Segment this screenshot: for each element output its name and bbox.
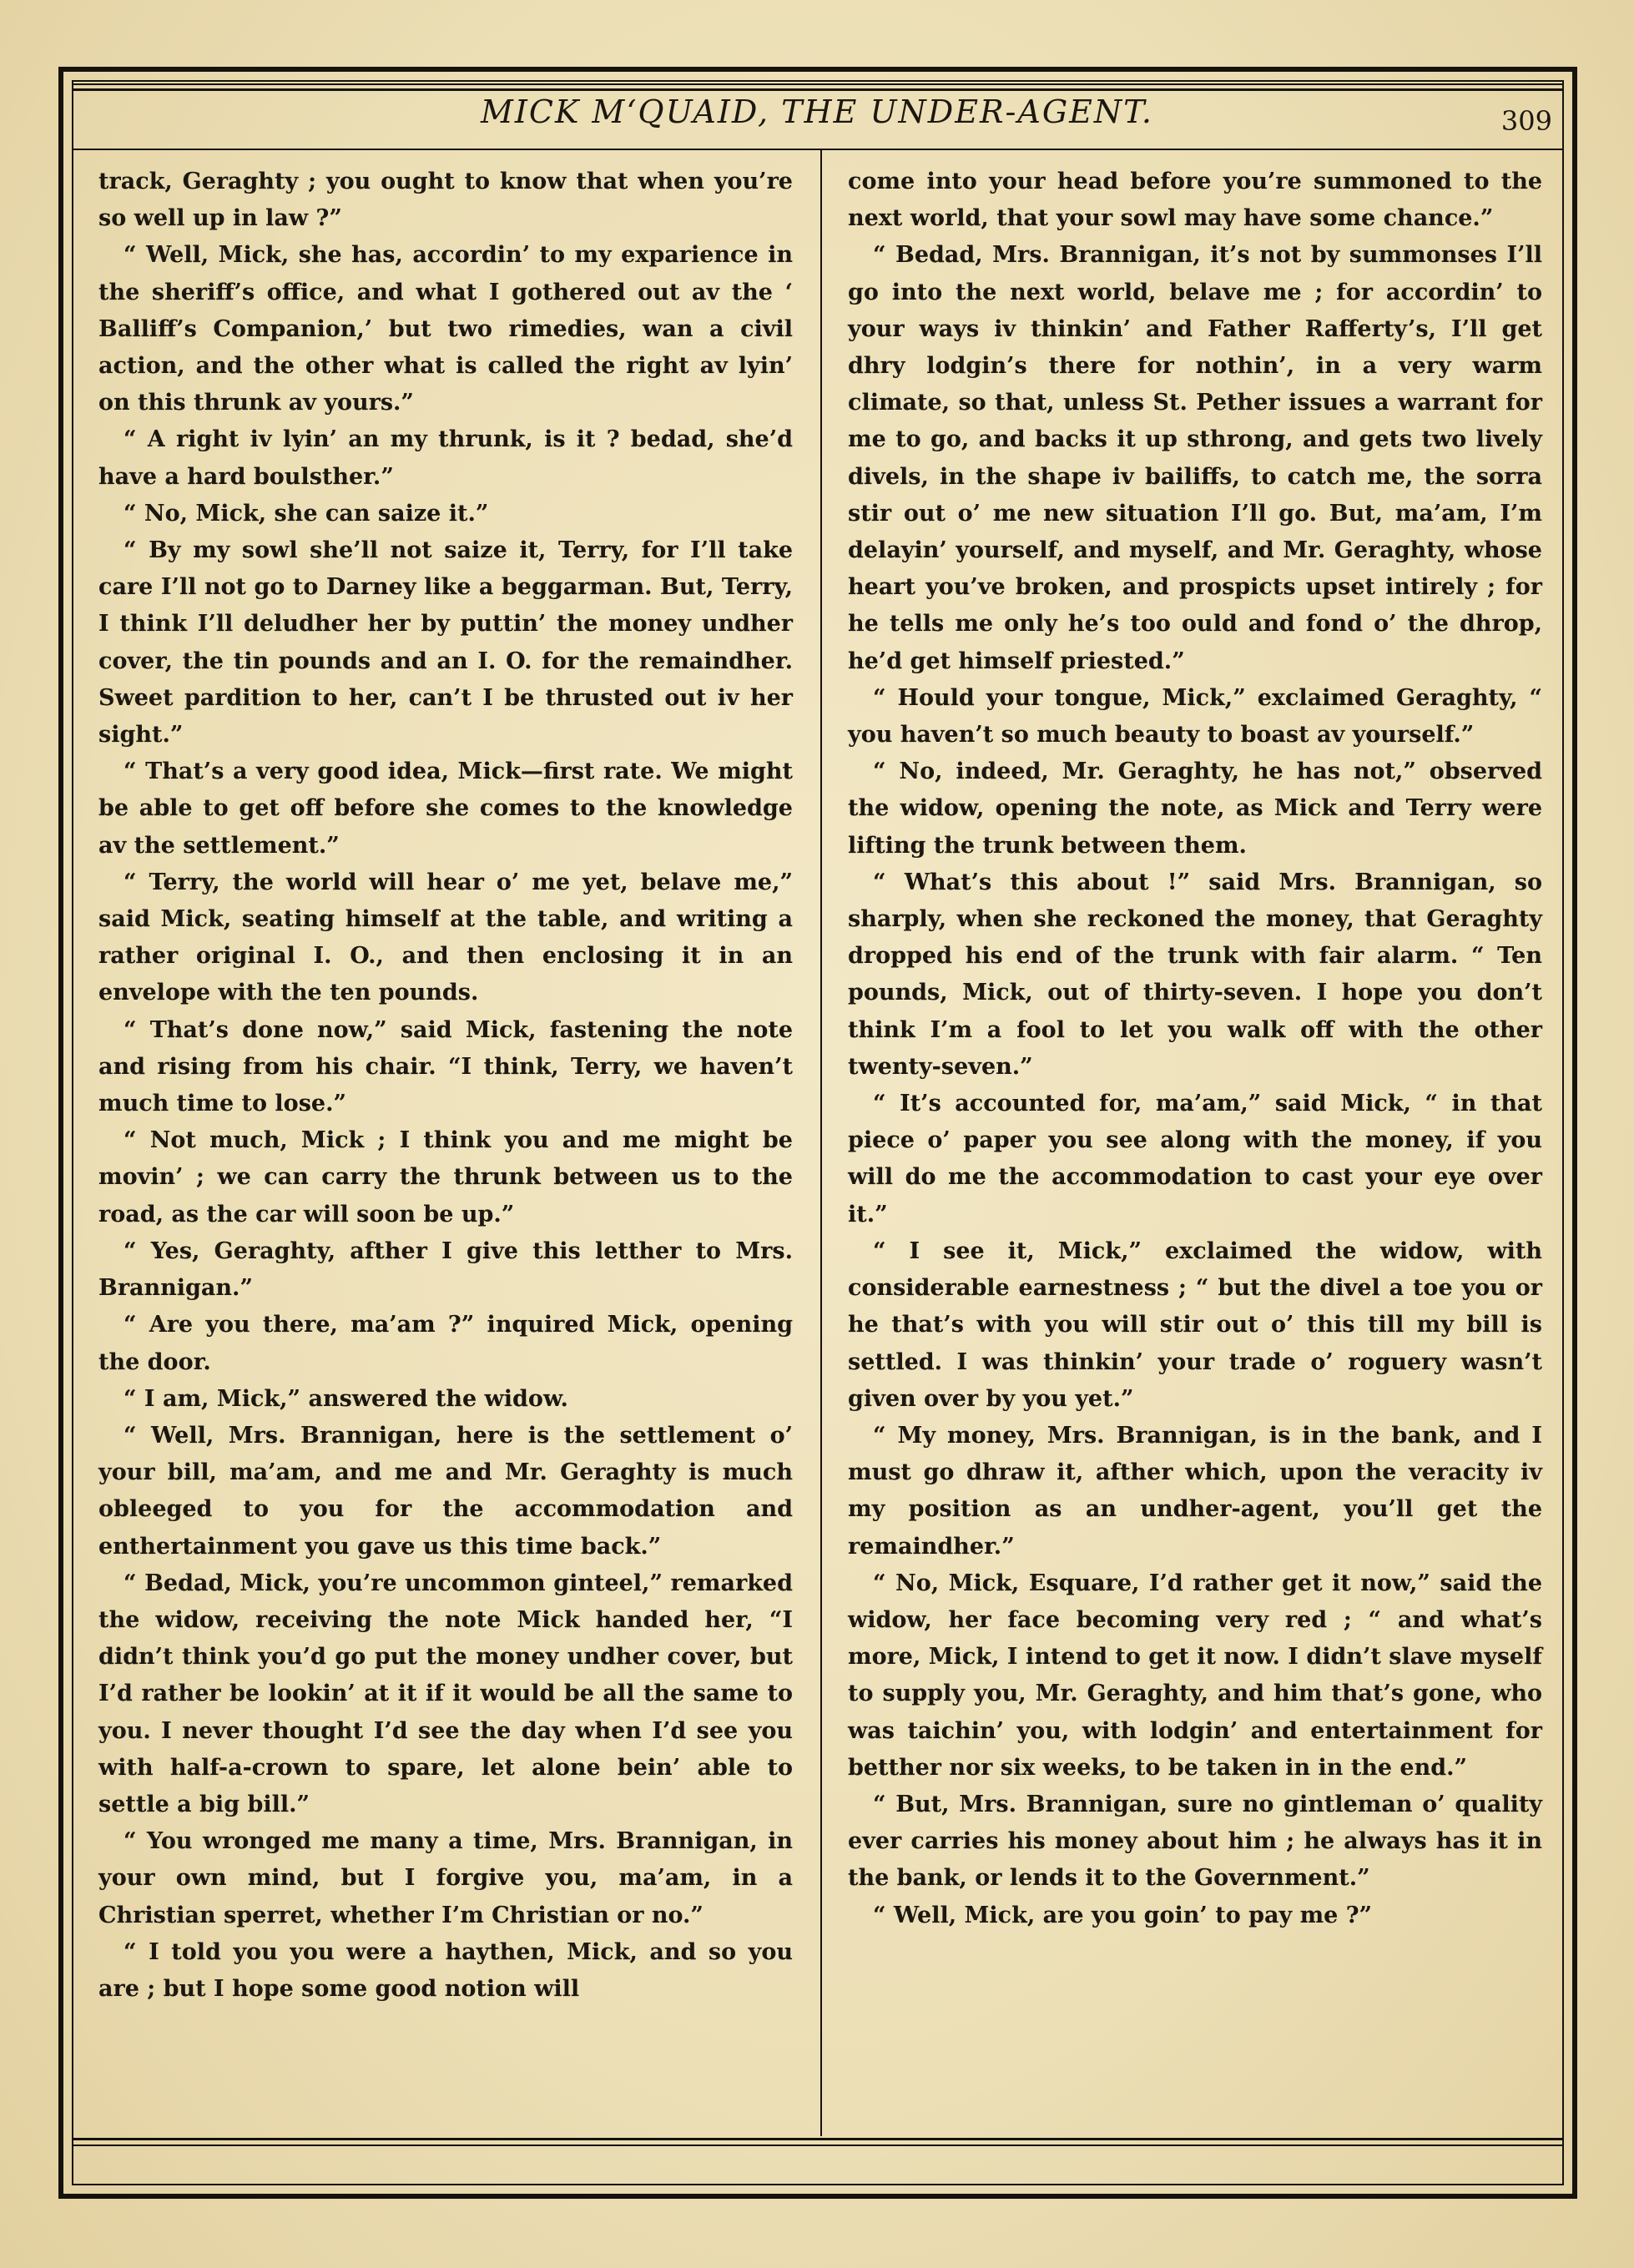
header-rule bbox=[72, 149, 1564, 150]
paragraph: “ Are you there, ma’am ?” inquired Mick, opening the door. bbox=[98, 1312, 793, 1375]
paragraph: “ Well, Mrs. Brannigan, here is the settlement o’ your bill, ma’am, and me and Mr. Geraghty is much obleeged to you for the accommodation and enthertainment you gave us this time back.” bbox=[98, 1422, 793, 1560]
paragraph: “ My money, Mrs. Brannigan, is in the bank, and I must go dhraw it, afther which, upon the veracity iv my position as an undher-agent, you’ll get the remaindher.” bbox=[848, 1422, 1542, 1560]
paragraph: “ It’s accounted for, ma’am,” said Mick, “ in that piece o’ paper you see along with the money, if you will do me the accommodation to cast your eye over it.” bbox=[848, 1091, 1542, 1227]
paragraph: “ You wronged me many a time, Mrs. Brannigan, in your own mind, but I forgive you, ma’am, in a Christian sperret, whether I’m Christian or no.” bbox=[98, 1828, 793, 1928]
column-divider bbox=[820, 150, 822, 2136]
paragraph: “ Bedad, Mrs. Brannigan, it’s not by summonses I’ll go into the next world, belave me ; for accordin’ to your ways iv thinkin’ and Father Rafferty’s, I’ll get dhry lodgin’s there for nothin’, in a very warm climate, so that, unless St. Pether issues a warrant for me to go, and backs it up sthrong, and gets two lively divels, in the shape iv bailiffs, to catch me, the sorra stir out o’ me new situation I’ll go. But, ma’am, I’m delayin’ yourself, and myself, and Mr. Geraghty, whose heart you’ve broken, and prospicts upset intirely ; for he tells me only he’s too ould and fond o’ the dhrop, he’d get himself priested.” bbox=[848, 242, 1542, 674]
paragraph: “ Hould your tongue, Mick,” exclaimed Geraghty, “ you haven’t so much beauty to boast av yourself.” bbox=[848, 684, 1542, 748]
paragraph: “ That’s done now,” said Mick, fastening the note and rising from his chair. “I think, Terry, we haven’t much time to lose.” bbox=[98, 1016, 793, 1117]
paragraph: “ That’s a very good idea, Mick—first rate. We might be able to get off before she comes to the knowledge av the settlement.” bbox=[98, 759, 793, 859]
paragraph: “ By my sowl she’ll not saize it, Terry, for I’ll take care I’ll not go to Darney like a beggarman. But, Terry, I think I’ll deludher her by puttin’ the money undher cover, the tin pounds and an I. O. for the remaindher. Sweet pardition to her, can’t I be thrusted out iv her sight.” bbox=[98, 537, 793, 748]
top-rule-thick bbox=[72, 88, 1564, 91]
paragraph: “ I am, Mick,” answered the widow. bbox=[124, 1385, 568, 1412]
bottom-rule bbox=[72, 2145, 1564, 2146]
page-number: 309 bbox=[1500, 105, 1552, 137]
paragraph: “ Well, Mick, are you goin’ to pay me ?” bbox=[873, 1902, 1373, 1928]
paragraph: “ What’s this about !” said Mrs. Brannigan, so sharply, when she reckoned the money, that Geraghty dropped his end of the trunk with fair alarm. “ Ten pounds, Mick, out of thirty-seven. I hope you don’t think I’m a fool to let you walk off with the other twenty-seven.” bbox=[848, 869, 1542, 1080]
paragraph: “ I see it, Mick,” exclaimed the widow, with considerable earnestness ; “ but the divel a toe you or he that’s with you will stir out o’ this till my bill is settled. I was thinkin’ your trade o’ roguery wasn’t given over by you yet.” bbox=[848, 1237, 1542, 1412]
paragraph: come into your head before you’re summoned to the next world, that your sowl may have some chance.” bbox=[848, 169, 1542, 232]
left-column bbox=[98, 164, 793, 2008]
bottom-rule-thick bbox=[72, 2138, 1564, 2140]
paragraph: “ But, Mrs. Brannigan, sure no gintleman o’ quality ever carries his money about him ; he always has it in the bank, or lends it to the Government.” bbox=[848, 1791, 1542, 1892]
top-rule bbox=[72, 83, 1564, 85]
paragraph: “ No, Mick, she can saize it.” bbox=[124, 500, 489, 527]
paragraph: “ Bedad, Mick, you’re uncommon ginteel,” remarked the widow, receiving the note Mick handed her, “I didn’t think you’d go put the money undher cover, but I’d rather be lookin’ at it if it would be all the same to you. I never thought I’d see the day when I’d see you with half-a-crown to spare, let alone bein’ able to settle a big bill.” bbox=[98, 1570, 793, 1817]
right-column bbox=[848, 164, 1542, 1934]
paragraph: “ A right iv lyin’ an my thrunk, is it ? bedad, she’d have a hard boulsther.” bbox=[98, 426, 793, 490]
paragraph: “ Not much, Mick ; I think you and me might be movin’ ; we can carry the thrunk between us to the road, as the car will soon be up.” bbox=[98, 1127, 793, 1227]
paragraph: “ Well, Mick, she has, accordin’ to my exparience in the sheriff’s office, and what I gothered out av the ‘ Balliff’s Companion,’ but two rimedies, wan a civil action, and the other what is called the right av lyin’ on this thrunk av yours.” bbox=[98, 242, 793, 416]
paragraph: “ Terry, the world will hear o’ me yet, belave me,” said Mick, seating himself at the table, and writing a rather original I. O., and then enclosing it in an envelope with the ten pounds. bbox=[98, 869, 793, 1006]
paragraph: “ No, Mick, Esquare, I’d rather get it now,” said the widow, her face becoming very red ; “ and what’s more, Mick, I intend to get it now. I didn’t slave myself to supply you, Mr. Geraghty, and him that’s gone, who was taichin’ you, with lodgin’ and entertainment for betther nor six weeks, to be taken in in the end.” bbox=[848, 1570, 1542, 1781]
paragraph: “ I told you you were a haythen, Mick, and so you are ; but I hope some good notion will bbox=[98, 1938, 793, 2002]
paragraph: track, Geraghty ; you ought to know that when you’re so well up in law ?” bbox=[98, 169, 793, 232]
paragraph: “ No, indeed, Mr. Geraghty, he has not,” observed the widow, opening the note, as Mick and Terry were lifting the trunk between them. bbox=[848, 759, 1542, 859]
paragraph: “ Yes, Geraghty, afther I give this letther to Mrs. Brannigan.” bbox=[98, 1237, 793, 1302]
running-title: MICK M‘QUAID, THE UNDER-AGENT. bbox=[480, 93, 1154, 130]
